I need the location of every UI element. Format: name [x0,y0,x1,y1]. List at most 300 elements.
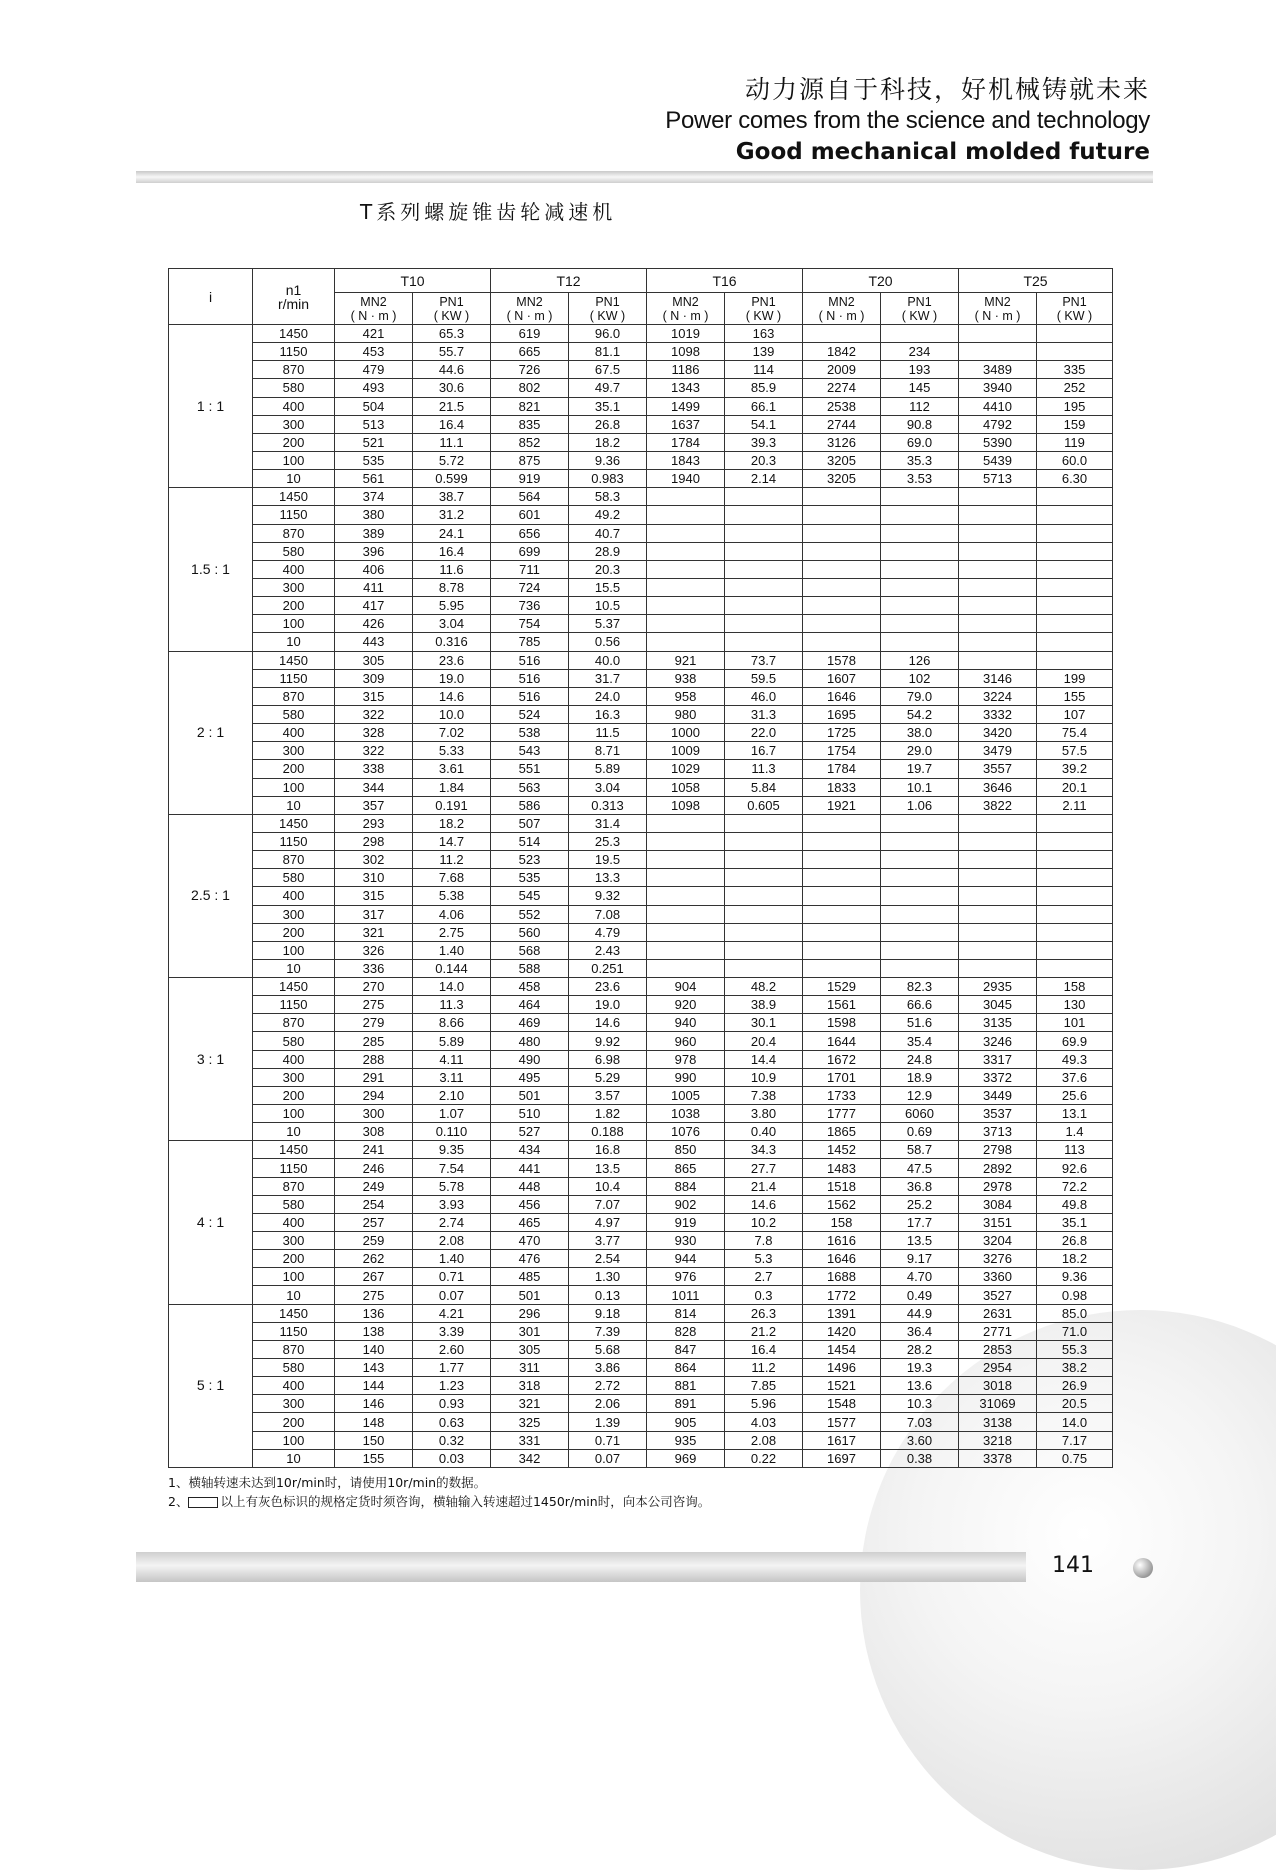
torque-cell: 524 [491,705,569,723]
power-cell: 0.110 [413,1123,491,1141]
power-cell [1037,832,1113,850]
torque-cell: 322 [335,705,413,723]
torque-cell: 516 [491,687,569,705]
power-cell: 11.3 [413,996,491,1014]
power-cell: 139 [725,343,803,361]
torque-cell: 850 [647,1141,725,1159]
torque-cell: 601 [491,506,569,524]
torque-cell [647,832,725,850]
power-cell: 40.7 [569,524,647,542]
speed-cell: 870 [253,1177,335,1195]
torque-cell [647,615,725,633]
power-cell: 5.89 [569,760,647,778]
power-cell: 65.3 [413,325,491,343]
torque-cell: 1098 [647,796,725,814]
power-cell: 85.9 [725,379,803,397]
torque-cell: 1701 [803,1068,881,1086]
power-cell: 81.1 [569,343,647,361]
torque-cell: 1518 [803,1177,881,1195]
power-cell: 79.0 [881,687,959,705]
torque-cell: 802 [491,379,569,397]
torque-cell: 1672 [803,1050,881,1068]
torque-cell: 561 [335,470,413,488]
torque-cell: 1548 [803,1395,881,1413]
power-cell: 38.0 [881,724,959,742]
power-cell [1037,941,1113,959]
power-cell: 2.54 [569,1250,647,1268]
power-cell: 0.98 [1037,1286,1113,1304]
power-cell: 7.54 [413,1159,491,1177]
table-row [169,1340,1113,1358]
power-cell: 24.1 [413,524,491,542]
power-cell: 13.1 [1037,1105,1113,1123]
footnote-2-number: 2、 [168,1494,189,1509]
footnote-1: 1、横轴转速未达到10r/min时，请使用10r/min的数据。 [168,1475,487,1490]
power-cell: 4.21 [413,1304,491,1322]
torque-cell: 458 [491,978,569,996]
reducer-spec-table [168,268,1113,1468]
torque-cell: 1784 [803,760,881,778]
power-cell: 3.60 [881,1431,959,1449]
power-cell: 5.38 [413,887,491,905]
power-cell: 2.06 [569,1395,647,1413]
power-cell: 46.0 [725,687,803,705]
torque-cell: 326 [335,941,413,959]
table-row [169,687,1113,705]
power-cell: 38.9 [725,996,803,1014]
torque-cell [959,851,1037,869]
power-cell: 234 [881,343,959,361]
torque-cell: 155 [335,1449,413,1467]
power-cell: 35.4 [881,1032,959,1050]
pn1-label: PN1 [907,294,932,309]
power-cell: 60.0 [1037,451,1113,469]
torque-cell: 1646 [803,687,881,705]
power-cell: 22.0 [725,724,803,742]
table-row [169,1304,1113,1322]
power-cell: 28.2 [881,1340,959,1358]
power-cell: 2.08 [413,1232,491,1250]
power-cell: 4.79 [569,923,647,941]
torque-cell: 321 [491,1395,569,1413]
power-cell: 0.49 [881,1286,959,1304]
torque-cell: 1616 [803,1232,881,1250]
table-row [169,1395,1113,1413]
table-row [169,669,1113,687]
power-cell [725,597,803,615]
table-row [169,778,1113,796]
table-row [169,1268,1113,1286]
power-cell: 7.68 [413,869,491,887]
torque-cell: 875 [491,451,569,469]
table-row [169,578,1113,596]
torque-cell: 275 [335,1286,413,1304]
pn1-label: PN1 [751,294,776,309]
power-cell [725,887,803,905]
torque-cell: 490 [491,1050,569,1068]
torque-cell: 480 [491,1032,569,1050]
torque-cell: 3822 [959,796,1037,814]
power-cell: 7.02 [413,724,491,742]
pn1-unit: ( KW ) [1056,308,1093,323]
power-cell: 0.71 [413,1268,491,1286]
power-cell [881,524,959,542]
torque-cell: 322 [335,742,413,760]
speed-cell: 200 [253,1086,335,1104]
power-cell: 51.6 [881,1014,959,1032]
table-row [169,1213,1113,1231]
power-cell: 31.4 [569,814,647,832]
torque-cell: 279 [335,1014,413,1032]
torque-cell: 527 [491,1123,569,1141]
power-cell: 30.6 [413,379,491,397]
torque-cell: 140 [335,1340,413,1358]
torque-cell: 3449 [959,1086,1037,1104]
power-cell: 47.5 [881,1159,959,1177]
power-cell: 19.7 [881,760,959,778]
power-cell: 3.57 [569,1086,647,1104]
torque-cell [803,869,881,887]
table-row [169,325,1113,343]
speed-cell: 10 [253,959,335,977]
speed-cell: 580 [253,705,335,723]
torque-cell: 464 [491,996,569,1014]
torque-cell: 902 [647,1195,725,1213]
power-cell [1037,542,1113,560]
torque-cell: 267 [335,1268,413,1286]
speed-cell: 1150 [253,832,335,850]
torque-cell: 501 [491,1086,569,1104]
power-cell: 23.6 [569,978,647,996]
torque-cell: 3205 [803,451,881,469]
power-cell: 13.6 [881,1377,959,1395]
power-cell: 25.2 [881,1195,959,1213]
footnotes [168,1473,710,1511]
power-cell: 8.71 [569,742,647,760]
torque-cell: 4792 [959,415,1037,433]
speed-cell: 10 [253,1123,335,1141]
table-row [169,959,1113,977]
gray-marker-box-icon [188,1497,218,1508]
torque-cell: 1733 [803,1086,881,1104]
torque-cell: 881 [647,1377,725,1395]
torque-cell: 586 [491,796,569,814]
power-cell: 11.2 [413,851,491,869]
torque-cell: 3479 [959,742,1037,760]
speed-cell: 200 [253,923,335,941]
speed-cell: 580 [253,379,335,397]
power-cell: 96.0 [569,325,647,343]
torque-cell: 3940 [959,379,1037,397]
table-row [169,615,1113,633]
torque-cell: 551 [491,760,569,778]
speed-cell: 200 [253,433,335,451]
torque-cell [959,506,1037,524]
torque-cell [803,488,881,506]
speed-cell: 400 [253,397,335,415]
torque-cell: 535 [335,451,413,469]
power-cell: 57.5 [1037,742,1113,760]
power-cell: 27.7 [725,1159,803,1177]
torque-cell [959,488,1037,506]
torque-cell: 563 [491,778,569,796]
torque-cell: 318 [491,1377,569,1395]
power-cell: 18.2 [569,433,647,451]
power-cell [881,851,959,869]
power-cell [725,578,803,596]
torque-cell: 736 [491,597,569,615]
torque-cell: 310 [335,869,413,887]
torque-cell [647,524,725,542]
speed-cell: 10 [253,470,335,488]
power-cell: 1.30 [569,1268,647,1286]
torque-cell: 588 [491,959,569,977]
torque-cell: 1577 [803,1413,881,1431]
power-cell [881,887,959,905]
power-cell: 49.3 [1037,1050,1113,1068]
power-cell [1037,578,1113,596]
torque-cell: 969 [647,1449,725,1467]
torque-cell: 568 [491,941,569,959]
torque-cell: 3138 [959,1413,1037,1431]
torque-cell: 1029 [647,760,725,778]
torque-cell [647,542,725,560]
power-cell: 39.3 [725,433,803,451]
pn1-label: PN1 [439,294,464,309]
power-cell [881,578,959,596]
torque-cell: 317 [335,905,413,923]
torque-cell: 3135 [959,1014,1037,1032]
torque-cell: 3537 [959,1105,1037,1123]
header-tagline [665,74,1150,168]
speed-cell: 300 [253,578,335,596]
speed-cell: 400 [253,724,335,742]
torque-cell: 944 [647,1250,725,1268]
power-cell: 14.7 [413,832,491,850]
power-cell: 130 [1037,996,1113,1014]
power-cell: 66.6 [881,996,959,1014]
torque-cell: 1058 [647,778,725,796]
power-cell: 1.07 [413,1105,491,1123]
torque-cell: 976 [647,1268,725,1286]
power-cell: 5.96 [725,1395,803,1413]
torque-cell: 1420 [803,1322,881,1340]
torque-cell: 814 [647,1304,725,1322]
torque-cell [803,524,881,542]
power-cell: 58.7 [881,1141,959,1159]
torque-cell: 1076 [647,1123,725,1141]
power-cell: 48.2 [725,978,803,996]
power-cell: 11.6 [413,560,491,578]
power-cell: 0.605 [725,796,803,814]
torque-cell [959,887,1037,905]
torque-cell: 1754 [803,742,881,760]
torque-cell: 1843 [647,451,725,469]
power-cell: 1.77 [413,1359,491,1377]
torque-cell [803,506,881,524]
torque-cell: 143 [335,1359,413,1377]
speed-cell: 300 [253,1068,335,1086]
power-cell: 19.0 [569,996,647,1014]
power-cell: 0.07 [569,1449,647,1467]
table-row [169,451,1113,469]
power-cell: 9.35 [413,1141,491,1159]
torque-cell: 516 [491,669,569,687]
power-cell: 2.43 [569,941,647,959]
power-cell [725,615,803,633]
table-row [169,851,1113,869]
power-cell: 159 [1037,415,1113,433]
power-cell: 0.251 [569,959,647,977]
speed-cell: 870 [253,361,335,379]
torque-cell: 138 [335,1322,413,1340]
power-cell: 113 [1037,1141,1113,1159]
torque-cell: 448 [491,1177,569,1195]
torque-cell: 31069 [959,1395,1037,1413]
speed-cell: 400 [253,1050,335,1068]
speed-cell: 580 [253,1195,335,1213]
torque-cell [647,560,725,578]
power-cell: 14.0 [413,978,491,996]
model-header: T10 [335,269,491,293]
table-row [169,470,1113,488]
power-cell: 5.89 [413,1032,491,1050]
torque-cell: 485 [491,1268,569,1286]
speed-cell: 200 [253,1413,335,1431]
power-cell: 0.71 [569,1431,647,1449]
torque-cell: 3151 [959,1213,1037,1231]
torque-cell: 411 [335,578,413,596]
power-cell: 26.9 [1037,1377,1113,1395]
power-cell [725,814,803,832]
torque-cell [647,887,725,905]
power-cell: 10.2 [725,1213,803,1231]
tagline-chinese: 动力源自于科技，好机械铸就未来 [744,75,1150,104]
power-cell: 7.38 [725,1086,803,1104]
torque-cell [803,887,881,905]
speed-cell: 870 [253,524,335,542]
power-cell: 54.2 [881,705,959,723]
power-cell: 10.3 [881,1395,959,1413]
power-cell: 26.8 [569,415,647,433]
table-row [169,814,1113,832]
torque-cell: 1562 [803,1195,881,1213]
ratio-cell: 3 : 1 [169,978,253,1141]
power-cell [725,959,803,977]
speed-cell: 100 [253,1268,335,1286]
table-row [169,633,1113,651]
pn1-unit: ( KW ) [901,308,938,323]
table-row [169,1195,1113,1213]
torque-cell [959,633,1037,651]
mn2-label: MN2 [984,294,1011,309]
power-cell [1037,814,1113,832]
torque-cell: 3360 [959,1268,1037,1286]
model-header: T25 [959,269,1113,293]
power-cell: 9.92 [569,1032,647,1050]
torque-cell [959,524,1037,542]
power-cell: 1.23 [413,1377,491,1395]
n1-unit: r/min [277,295,310,312]
torque-cell: 980 [647,705,725,723]
torque-cell: 960 [647,1032,725,1050]
power-cell: 8.66 [413,1014,491,1032]
torque-cell: 493 [335,379,413,397]
power-cell [881,959,959,977]
power-cell: 0.07 [413,1286,491,1304]
power-cell: 114 [725,361,803,379]
torque-cell: 311 [491,1359,569,1377]
torque-cell: 507 [491,814,569,832]
power-cell: 7.07 [569,1195,647,1213]
torque-cell: 990 [647,1068,725,1086]
torque-cell: 148 [335,1413,413,1431]
power-cell: 3.11 [413,1068,491,1086]
power-cell: 26.3 [725,1304,803,1322]
power-cell [725,941,803,959]
power-cell: 11.2 [725,1359,803,1377]
pn1-unit: ( KW ) [589,308,626,323]
torque-cell: 958 [647,687,725,705]
speed-cell: 1450 [253,978,335,996]
power-cell: 7.17 [1037,1431,1113,1449]
torque-cell: 978 [647,1050,725,1068]
power-cell: 19.3 [881,1359,959,1377]
speed-cell: 10 [253,1286,335,1304]
torque-cell: 5390 [959,433,1037,451]
speed-header [253,269,335,325]
torque-cell [647,814,725,832]
torque-cell: 3045 [959,996,1037,1014]
power-cell: 31.7 [569,669,647,687]
torque-cell: 828 [647,1322,725,1340]
power-cell: 3.86 [569,1359,647,1377]
torque-cell: 136 [335,1304,413,1322]
torque-cell: 3218 [959,1431,1037,1449]
power-cell: 5.78 [413,1177,491,1195]
torque-cell [959,869,1037,887]
power-cell: 14.6 [413,687,491,705]
table-row [169,361,1113,379]
torque-cell: 1784 [647,433,725,451]
torque-cell: 293 [335,814,413,832]
power-cell [725,923,803,941]
torque-cell: 938 [647,669,725,687]
speed-cell: 300 [253,415,335,433]
footnote-2 [168,1492,710,1511]
power-cell: 195 [1037,397,1113,415]
speed-cell: 870 [253,1014,335,1032]
torque-cell: 920 [647,996,725,1014]
torque-cell [647,506,725,524]
mn2-label: MN2 [828,294,855,309]
speed-cell: 870 [253,1340,335,1358]
page-number: 141 [1052,1553,1094,1578]
power-cell: 7.39 [569,1322,647,1340]
torque-cell: 144 [335,1377,413,1395]
power-cell: 3.80 [725,1105,803,1123]
power-cell: 193 [881,361,959,379]
table-row [169,923,1113,941]
power-cell: 15.5 [569,578,647,596]
power-cell: 16.4 [725,1340,803,1358]
torque-cell: 262 [335,1250,413,1268]
power-cell: 0.63 [413,1413,491,1431]
power-cell [1037,524,1113,542]
power-cell: 36.4 [881,1322,959,1340]
power-cell: 10.0 [413,705,491,723]
power-cell: 31.2 [413,506,491,524]
